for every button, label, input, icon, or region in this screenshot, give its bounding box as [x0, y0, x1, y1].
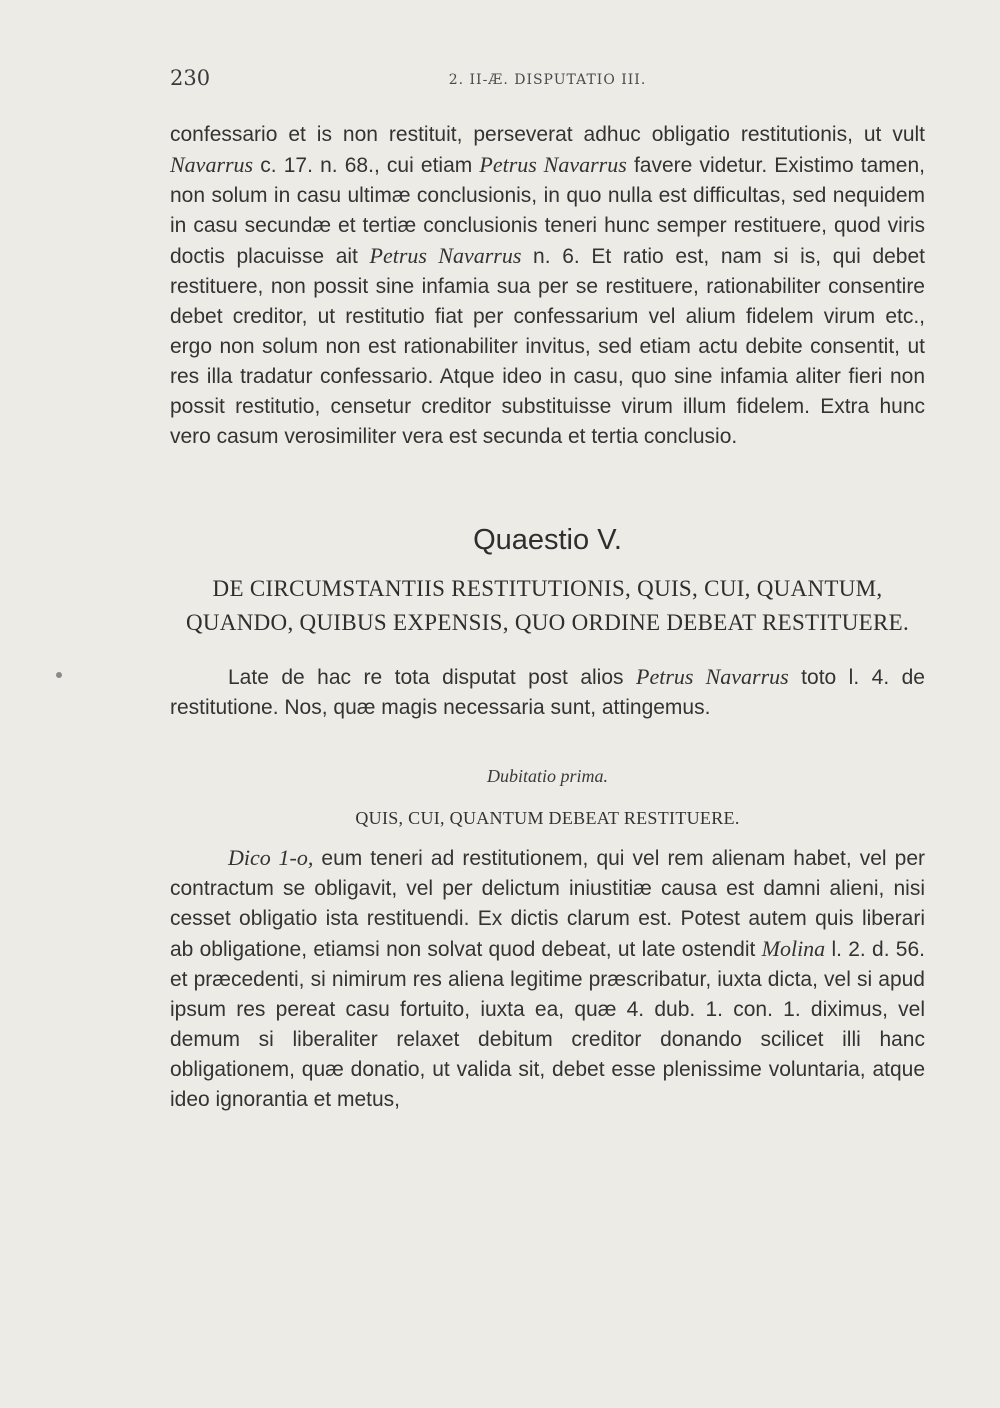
text-run: favere videtur. Existimo tamen, non solum in casu ultimæ conclusionis, in quo nulla est difficultas, sed nequidem in casu secundæ et tertiæ conclusionis teneri hunc semper restituere, quod viris doctis placuisse ait — [170, 154, 925, 268]
text-run: n. 6. Et ratio est, nam si is, qui debet restituere, non possit sine infamia sua per se restituere, rationabiliter consentire debet creditor, ut restitutio fiat per confessarium vel alium fidelem virum etc., ergo non solum non est rationabiliter invitus, sed etiam actu debite consentit, ut res illa tradatur confessario. Atque ideo in casu, quo sine infamia aliter fieri non possit restitutio, censetur creditor substituisse virum illum fidelem. Extra hunc vero casum verosimiliter vera est secunda et tertia conclusio. — [170, 245, 926, 448]
text-run: toto l. 4. de restitutione. Nos, quæ magis necessaria sunt, attingemus. — [170, 666, 925, 719]
dico-label: Dico 1-o, — [228, 845, 314, 870]
running-head: 2. II-Æ. DISPUTATIO III. — [448, 72, 647, 88]
author-name: Molina — [761, 936, 826, 961]
page-body — [170, 120, 925, 1115]
text-run: confessario et is non restituit, perseverat adhuc obligatio restitutionis, ut vult — [170, 123, 925, 146]
margin-mark — [56, 672, 62, 678]
quaestio-title: Quaestio V. — [473, 524, 622, 556]
text-run: l. 2. d. 56. et præcedenti, si nimirum res aliena legitime præscribatur, iuxta dicta, vel si apud ipsum res pereat casu fortuito, iuxta ea, quæ 4. dub. 1. con. 1. diximus, vel demum si liberaliter relaxet debitum creditor donando scilicet illi hanc obligationem, quæ donatio, ut valida sit, debet esse plenissime voluntaria, atque ideo ignorantia et metus, — [170, 938, 925, 1111]
dubitatio-title: Dubitatio prima. — [486, 766, 608, 786]
dubitatio-heading: QUIS, CUI, QUANTUM DEBEAT RESTITUERE. — [355, 808, 740, 828]
author-name: Petrus Navarrus — [479, 152, 627, 177]
text-run: c. 17. n. 68., cui etiam — [253, 154, 480, 177]
author-name: Petrus Navarrus — [369, 243, 522, 268]
page-header — [170, 66, 925, 96]
page-number: 230 — [170, 66, 211, 90]
text-run: Late de hac re tota disputat post alios — [228, 666, 636, 689]
intro-paragraph — [170, 120, 925, 452]
text-run: eum teneri ad restitutionem, qui vel rem alienam habet, vel per contractum se obligavit, vel per delictum iniustitiæ causa est damni alieni, nisi cesset obligatio ista restituendi. Ex dictis clarum est. Potest autem quis liberari ab obligatione, etiamsi non solvat quod debeat, ut late ostendit — [170, 847, 925, 961]
author-name: Petrus Navarrus — [636, 664, 789, 689]
quaestio-heading: DE CIRCUMSTANTIIS RESTITUTIONIS, QUIS, CUI, QUANTUM, QUANDO, QUIBUS EXPENSIS, QUO ORDINE DEBEAT RESTITUERE. — [185, 576, 910, 635]
late-paragraph — [170, 662, 925, 723]
author-name: Navarrus — [170, 152, 254, 177]
dico-paragraph — [170, 843, 925, 1115]
